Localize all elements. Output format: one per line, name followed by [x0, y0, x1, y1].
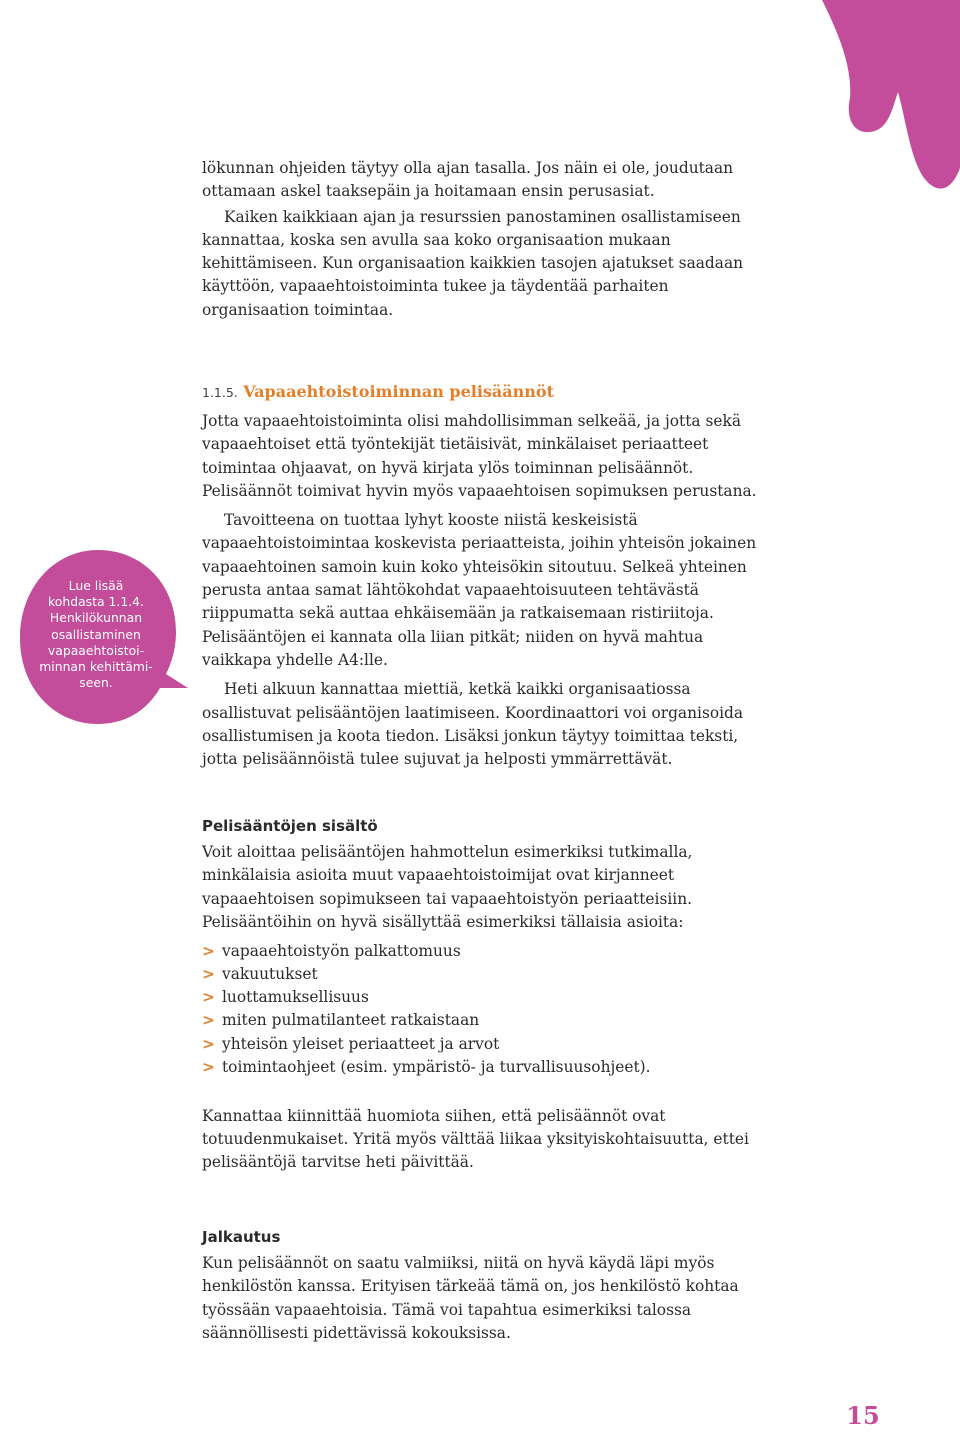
- intro-block: [202, 157, 760, 322]
- rollout-heading: Jalkautus: [202, 1228, 281, 1246]
- section-paragraph-3: Heti alkuun kannattaa miettiä, ketkä kaikki organisaatiossa osallistuvat pelisääntöjen laatimiseen. Koordinaattori voi organisoida osallistumisen ja koota tiedon. Lisäksi jonkun täytyy toimittaa teksti, jotta pelisäännöistä tulee sujuvat ja helposti ymmärrettävät.: [202, 680, 744, 769]
- section-number: 1.1.5.: [202, 385, 238, 400]
- list-item: > vakuutukset: [202, 963, 760, 986]
- bubble-line: Lue lisää: [68, 578, 124, 593]
- content-heading: Pelisääntöjen sisältö: [202, 817, 378, 835]
- chevron-right-icon: >: [202, 988, 215, 1007]
- chevron-right-icon: >: [202, 942, 215, 961]
- list-item: > miten pulmatilanteet ratkaistaan: [202, 1009, 760, 1032]
- bubble-line: kohdasta 1.1.4.: [48, 594, 144, 610]
- bubble-line: Henkilökunnan: [49, 610, 143, 626]
- rollout-text: Kun pelisäännöt on saatu valmiiksi, niitä on hyvä käydä läpi myös henkilöstön kanssa. Erityisen tärkeää tämä on, jos henkilöstö kohtaa työssään vapaaehtoisia. Tämä voi tapahtua esimerkiksi talossa säännöllisesti pidettävissä kokouksissa.: [202, 1254, 739, 1342]
- bubble-line: osallistaminen: [51, 626, 141, 642]
- list-item: > luottamuksellisuus: [202, 986, 760, 1009]
- intro-paragraph-2: Kaiken kaikkiaan ajan ja resurssien panostaminen osallistamiseen kannattaa, koska sen avulla saa koko organisaation mukaan kehittämiseen. Kun organisaation kaikkien tasojen ajatukset saadaan käyttöön, vapaaehtoistoiminta tukee ja täydentää parhaiten organisaation toimintaa.: [202, 207, 744, 319]
- section-pelisaannot: [202, 380, 760, 771]
- content-outro: Kannattaa kiinnittää huomiota siihen, että pelisäännöt ovat totuudenmukaiset. Yritä myös välttää liikaa yksityiskohtaisuutta, ettei pelisääntöjä tarvitse heti päivittää.: [202, 1106, 749, 1172]
- page-number: 15: [846, 1401, 880, 1430]
- rollout-section: [202, 1226, 760, 1345]
- bubble-line: minnan kehittämi-: [39, 659, 153, 675]
- list-item: > yhteisön yleiset periaatteet ja arvot: [202, 1033, 760, 1056]
- section-paragraph-2: Tavoitteena on tuottaa lyhyt kooste niistä keskeisistä vapaaehtoistoimintaa koskevista periaatteista, joihin yhteisön jokainen vapaaehtoinen samoin kuin koko yhteisökin sitoutuu. Selkeä yhteinen perusta antaa samat lähtökohdat vapaaehtoisuuteen tehtävästä riippumatta sekä auttaa ehkäisemään ja ratkaisemaan ristiriitoja. Pelisääntöjen ei kannata olla liian pitkät; niiden on hyvä mahtua vaikkapa yhdelle A4:lle.: [202, 511, 757, 669]
- content-list: [202, 940, 760, 1079]
- list-item: > vapaaehtoistyön palkattomuus: [202, 940, 760, 963]
- splash-shape: [822, 0, 960, 189]
- chevron-right-icon: >: [202, 965, 215, 984]
- section-title: Vapaaehtoistoiminnan pelisäännöt: [243, 382, 554, 401]
- bubble-line: seen.: [79, 675, 113, 691]
- section-heading: [202, 380, 760, 404]
- section-paragraph-1: Jotta vapaaehtoistoiminta olisi mahdollisimman selkeää, ja jotta sekä vapaaehtoiset että työntekijät tietäisivät, minkälaiset periaatteet toimintaa ohjaavat, on hyvä kirjata ylös toiminnan pelisäännöt. Pelisäännöt toimivat hyvin myös vapaaehtoisen sopimuksen perustana.: [202, 412, 757, 500]
- content-section: [202, 815, 760, 1175]
- chevron-right-icon: >: [202, 1011, 215, 1030]
- chevron-right-icon: >: [202, 1057, 215, 1076]
- read-more-text: [26, 578, 166, 691]
- chevron-right-icon: >: [202, 1034, 215, 1053]
- list-item: > toimintaohjeet (esim. ympäristö- ja turvallisuusohjeet).: [202, 1056, 760, 1079]
- bubble-line: vapaaehtoistoi-: [47, 642, 145, 658]
- content-intro: Voit aloittaa pelisääntöjen hahmottelun esimerkiksi tutkimalla, minkälaisia asioita muut vapaaehtoistoimijat ovat kirjanneet vapaaehtoisen sopimukseen tai vapaaehtoistyön periaatteisiin. Pelisääntöihin on hyvä sisällyttää esimerkiksi tällaisia asioita:: [202, 843, 693, 931]
- intro-paragraph-1: lökunnan ohjeiden täytyy olla ajan tasalla. Jos näin ei ole, joudutaan ottamaan askel taaksepäin ja hoitamaan ensin perusasiat.: [202, 159, 734, 201]
